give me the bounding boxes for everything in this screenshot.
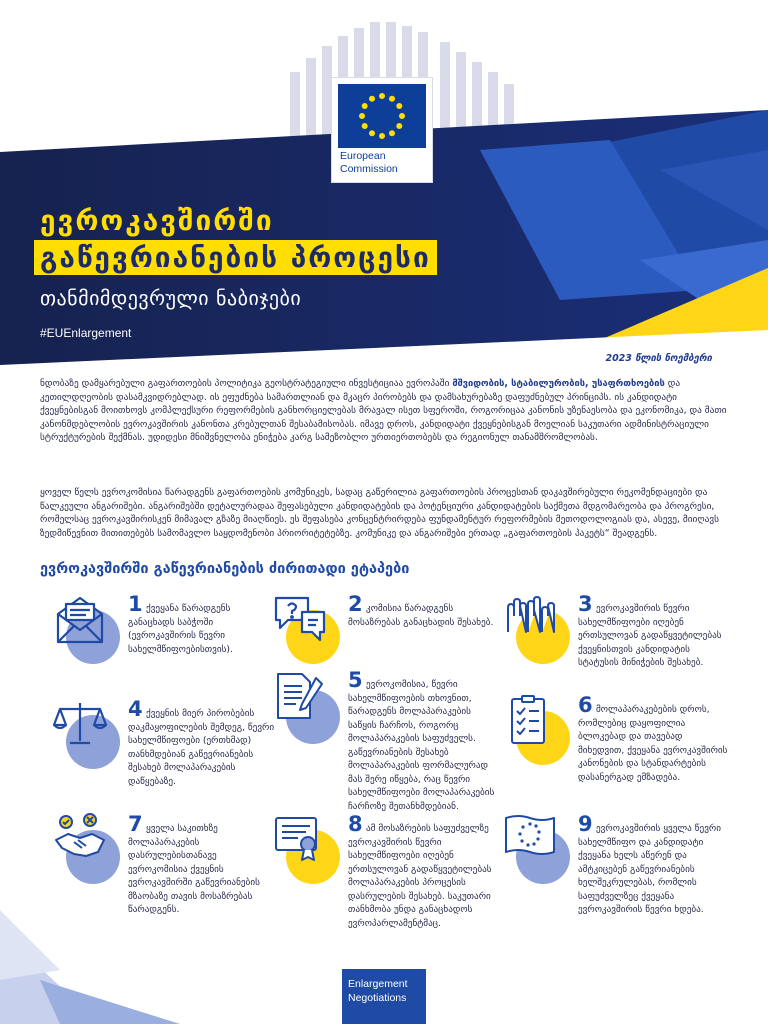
- badge-line1: Enlargement: [348, 978, 408, 990]
- title-line1: ევროკავშირში: [40, 204, 274, 237]
- title-line2: გაწევრიანების პროცესი: [34, 240, 437, 275]
- step-7-text: ყველა საკითხზე მოლაპარაკების დასრულებისთანავე ევროკომისია ქვეყნის ევროკავშირში გაწევრიანების მზაობაზე თავის მოსაზრებას წარადგენს.: [128, 823, 260, 915]
- eu-flag-icon: [502, 812, 558, 868]
- handshake-icon: [52, 812, 108, 868]
- logo-line2: Commission: [340, 163, 398, 175]
- publication-date: 2023 წლის ნოემბერი: [605, 353, 712, 364]
- intro-paragraph-2: ყოველ წელს ევროკომისია წარადგენს გაფართოების კომუნიკეს, სადაც გაწერილია გაფართოების პროცესთან დაკავშირებული რეკომენდაციები და წალკეული ანგარიშები. ანგარიშებში დეტალურადაა შეფასებული კანდიდატების და პოტენციური კანდიდატების საქმეთა მდგომარეობა და პროგრესი, რომელსაც ევროკავშირისკენ მიმავალ გზაზე მიაღწიეს. ეს შეფასება კონცენტრირდება ფუნდამენტურ რეფორმების მეთოდოლოგიას და, ასევე, მიიღავს ზედმიწევნით მითითებებს სამომავლო საყდომენობი პრიორიტეტებზე. კომუნიკე და ანგარიშები ერთად „გაფართოების პაკეტს“ შეადგენს.: [40, 487, 719, 539]
- step-7-number: 7: [128, 812, 143, 836]
- step-1-number: 1: [128, 592, 143, 616]
- step-6-number: 6: [578, 693, 593, 717]
- step-4-text: ქვეყნის მიერ პირობების დაკმაყოფილების შემდეგ, წევრი სახელმწიფოები (ერთხმად) თანხმდებიან გაწევრიანების შესახებ მოლაპარაკების დაწყებაზე.: [128, 708, 275, 787]
- step-2-number: 2: [348, 592, 363, 616]
- bottom-decoration: [0, 910, 200, 1024]
- intro-text-start: ნდობაზე დამყარებული გაფართოების პოლიტიკა გეოსტრატეგიული ინვესტიციაა ევროპაში: [40, 378, 453, 389]
- enlargement-badge: [342, 969, 426, 1024]
- intro-paragraph-1: [40, 377, 732, 445]
- step-9-number: 9: [578, 812, 593, 836]
- eu-flag-logo-icon: [338, 84, 426, 148]
- step-3-number: 3: [578, 592, 593, 616]
- certificate-icon: [272, 812, 328, 868]
- step-2-text: კომისია წარადგენს მოსაზრებას განაცხადის შესახებ.: [348, 603, 494, 628]
- step-6-text: მოლაპარაკებების დროს, რომლებიც დაყოფილია ბლოკებად და თავებად მიხედვით, ქვეყანა ევროკავშირის კანონების და სტანდარტების დასანერგად ემზადება.: [578, 704, 728, 783]
- step-9-text: ევროკავშირის ყველა წევრი სახელმწიფო და კანდიდატი ქვეყანა ხელს აწერენ და ამტკიცებენ გაწევრიანების ხელშეკრულებას, რომლის საფუძველზეც ქვეყანა ევროკავშირის წევრი ხდება.: [578, 823, 721, 915]
- step-3-text: ევროკავშირის წევრი სახელმწიფოები იღებენ ერთსულოვან გადაწყვეტილებას ქვეყნისთვის კანდიდატის სტატუსის მინიჭების შესახებ.: [578, 603, 722, 668]
- step-5-text: ევროკომისია, წევრი სახელმწიფოების თხოვნით, წარადგენს მოლაპარაკების საწყის ჩარჩოს, როგორც მოლაპარაკების საფუძველს. გაწევრიანების შესახებ მოლაპარაკების ფორმალურად მას შერე იწყება, რაც წევრი სახელმწიფოები მოლაპარაკების ჩარჩოზე შეთანხმდებიან.: [348, 679, 495, 812]
- envelope-icon: [52, 592, 108, 648]
- hashtag: #EUEnlargement: [40, 326, 132, 340]
- hero-banner: [0, 0, 768, 385]
- section-title: ევროკავშირში გაწევრიანების ძირითადი ეტაპები: [40, 561, 410, 577]
- european-commission-logo: [332, 78, 432, 182]
- step-5-number: 5: [348, 668, 363, 692]
- step-8-number: 8: [348, 812, 363, 836]
- badge-line2: Negotiations: [348, 992, 407, 1004]
- step-8-text: ამ მოსაზრების საფუძველზე ევროკავშირის წევრი სახელმწიფოები იღებენ ერთსულოვან გადაწყვეტილებას მოლაპარაკების პროცესის დასრულების შესახებ. საკუთარი თანხმობა უნდა განაცხადოს ევროპარლამენტმაც.: [348, 823, 492, 929]
- intro-highlight: მშვიდობის, სტაბილურობის, უსაფრთხოების: [452, 378, 665, 389]
- step-1-text: ქვეყანა წარადგენს განაცხადს საბჭოში (ევროკავშირის წევრი სახელმწიფოებისთვის).: [128, 603, 233, 655]
- intro-text-end: და კეთილდღეობის დასამკვიდრებლად. ის ეფუძნება სამართლიან და მკაცრ პირობებს და დამსახურებაზე დაფუძნებულ პრინციპს. ის კანდიდატი ქვეყნებისგან მოითხოვს კომპლექსური რეფორმების განხორციელებას მრავალ ისეთ სფეროში, როგორიცაა კანონის უზენაესობა და ეკონომიკა, და მათი კანონმდებლობის ევროკავშირის კანონთა კრებულთან შესაბამისობას. იმავე დროს, კანდიდატი ქვეყნებისგან მოელიან საკუთარი ადმინისტრაციული სტრუქტურების შექმნას. უდიდესი მნიშვნელობა ენიჭება კარგ სამეზობლო ურთიერთობებს და რეგიონულ თანამშრომლობას.: [40, 378, 727, 444]
- speech-bubbles-icon: [272, 592, 328, 648]
- scales-icon: [52, 697, 108, 753]
- raised-hands-icon: [502, 592, 558, 648]
- logo-line1: European: [340, 150, 386, 162]
- checklist-icon: [502, 693, 558, 749]
- subtitle: თანმიმდევრული ნაბიჯები: [40, 286, 302, 310]
- step-4-number: 4: [128, 697, 143, 721]
- document-pen-icon: [272, 668, 328, 724]
